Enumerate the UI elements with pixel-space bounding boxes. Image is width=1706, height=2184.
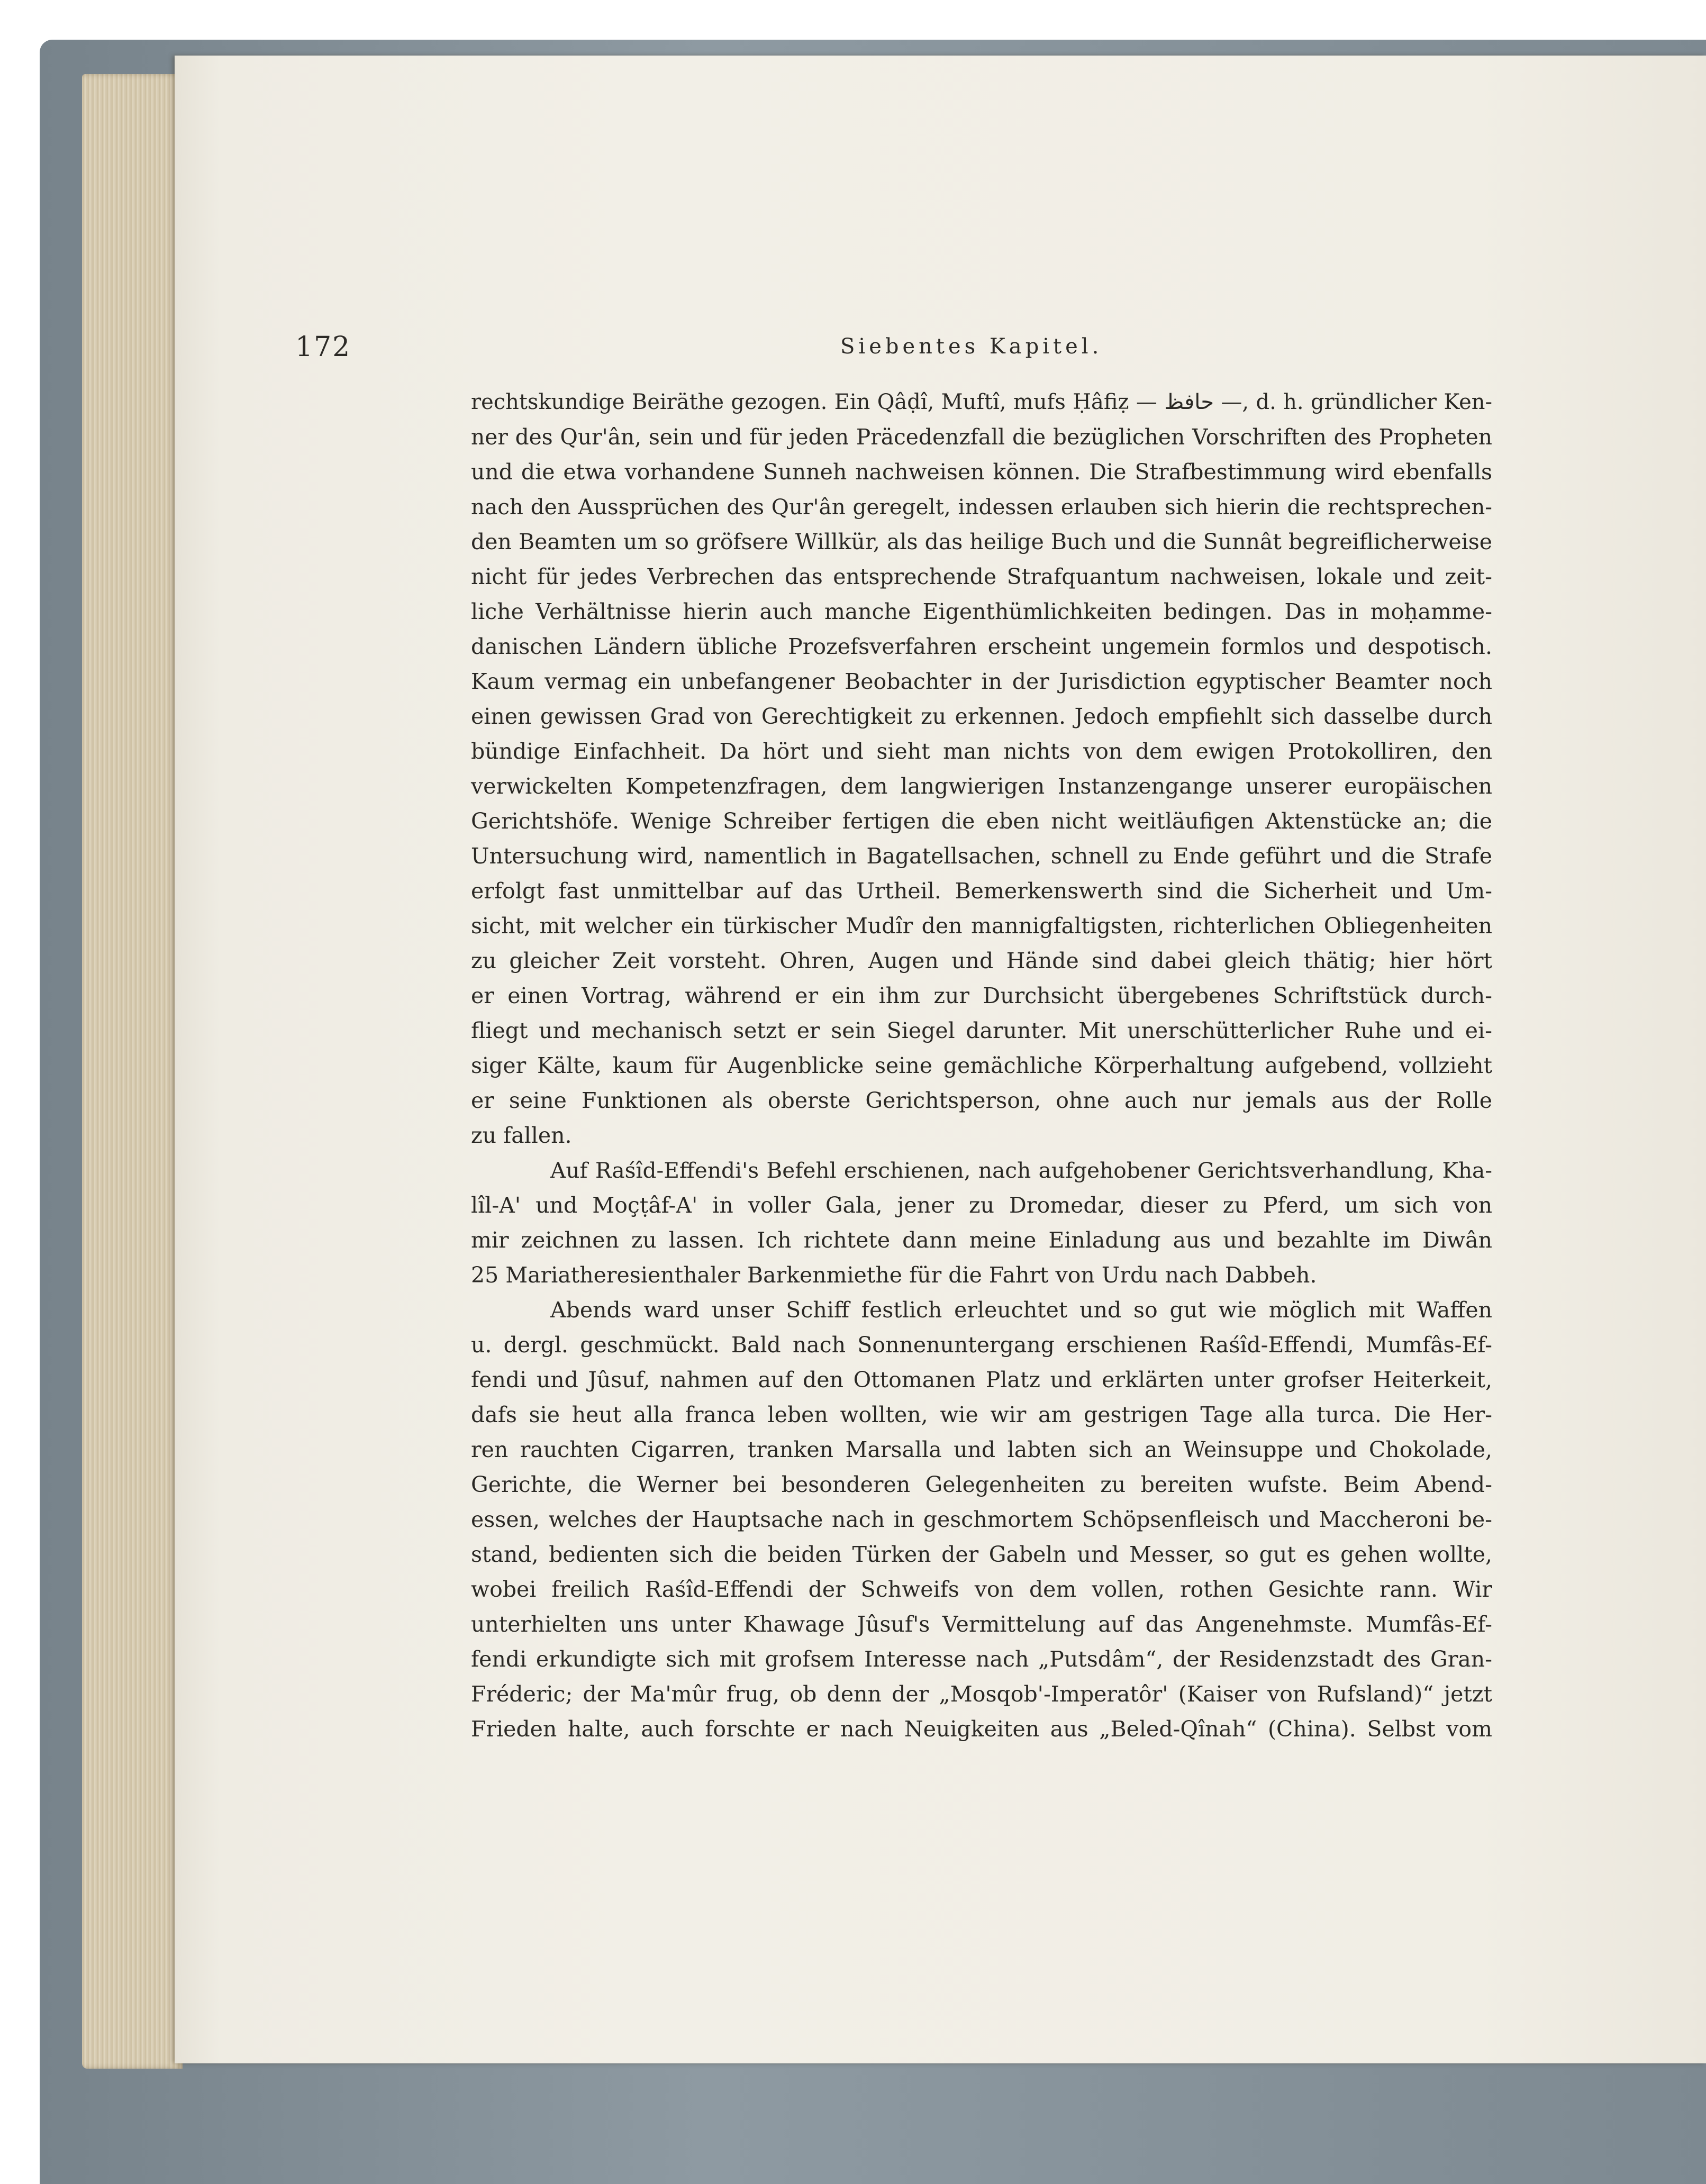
text-line: Gerichte, die Werner bei besonderen Gelegenheiten zu bereiten wufste. Beim Abend- [471,1472,1492,1497]
text-line: Abends ward unser Schiff festlich erleuchtet und so gut wie möglich mit Waffen [550,1297,1492,1323]
text-line: Kaum vermag ein unbefangener Beobachter in der Jurisdiction egyptischer Beamter noch [471,669,1492,694]
text-line: den Beamten um so gröfsere Willkür, als das heilige Buch und die Sunnât begreiflicherweise [471,529,1493,554]
text-line: verwickelten Kompetenzfragen, dem langwierigen Instanzengange unserer europäischen [471,774,1492,799]
text-line: er seine Funktionen als oberste Gerichtsperson, ohne auch nur jemals aus der Rolle [471,1088,1492,1113]
text-line: er einen Vortrag, während er ein ihm zur Durchsicht übergebenes Schriftstück durch- [471,983,1492,1008]
text-line: fendi erkundigte sich mit grofsem Interesse nach „Putsdâm“, der Residenzstadt des Gran- [471,1646,1492,1672]
text-line: Gerichtshöfe. Wenige Schreiber fertigen die eben nicht weitläufigen Aktenstücke an; die [471,808,1492,834]
text-line: wobei freilich Raśîd-Effendi der Schweifs von dem vollen, rothen Gesichte rann. Wir [471,1577,1492,1602]
text-line: ren rauchten Cigarren, tranken Marsalla und labten sich an Weinsuppe und Chokolade, [471,1437,1492,1462]
text-line: zu fallen. [471,1123,572,1148]
text-line: nach den Aussprüchen des Qur'ân geregelt, indessen erlauben sich hierin die rechtsprechen- [471,494,1492,520]
text-line: siger Kälte, kaum für Augenblicke seine gemächliche Körperhaltung aufgebend, vollzieht [471,1053,1492,1078]
text-line: u. dergl. geschmückt. Bald nach Sonnenuntergang erschienen Raśîd-Effendi, Mumfâs-Ef- [471,1332,1492,1358]
text-line: liche Verhältnisse hierin auch manche Eigenthümlichkeiten bedingen. Das in moḥamme- [471,599,1492,624]
text-line: lîl-A' und Moçṭâf-A' in voller Gala, jener zu Dromedar, dieser zu Pferd, um sich von [471,1193,1492,1218]
text-line: Auf Raśîd-Effendi's Befehl erschienen, nach aufgehobener Gerichtsverhandlung, Kha- [550,1158,1492,1183]
text-line: danischen Ländern übliche Prozefsverfahren erscheint ungemein formlos und despotisch. [471,634,1492,659]
text-line: erfolgt fast unmittelbar auf das Urtheil. Bemerkenswerth sind die Sicherheit und Um- [471,878,1492,904]
chapter-title: Siebentes Kapitel. [840,334,1103,359]
text-line: fliegt und mechanisch setzt er sein Siegel darunter. Mit unerschütterlicher Ruhe und ei- [471,1018,1492,1043]
text-line: stand, bedienten sich die beiden Türken der Gabeln und Messer, so gut es gehen wollte, [471,1542,1492,1567]
text-line: 25 Mariatheresienthaler Barkenmiethe für die Fahrt von Urdu nach Dabbeh. [471,1262,1317,1288]
text-line: nicht für jedes Verbrechen das entsprechende Strafquantum nachweisen, lokale und zeit- [471,564,1492,589]
page-number: 172 [295,331,351,363]
text-line: dafs sie heut alla franca leben wollten, wie wir am gestrigen Tage alla turca. Die Her- [471,1402,1492,1427]
text-line: Frieden halte, auch forschte er nach Neuigkeiten aus „Beled-Qînah“ (China). Selbst vom [471,1716,1492,1742]
body-text [471,385,1492,1746]
text-line: Fréderic; der Ma'mûr frug, ob denn der „Mosqob'-Imperatôr' (Kaiser von Rufsland)“ jetzt [471,1681,1492,1707]
text-line: essen, welches der Hauptsache nach in geschmortem Schöpsenfleisch und Maccheroni be- [471,1507,1492,1532]
text-line: ner des Qur'ân, sein und für jeden Präcedenzfall die bezüglichen Vorschriften des Propheten [471,424,1492,450]
text-line: fendi und Jûsuf, nahmen auf den Ottomanen Platz und erklärten unter grofser Heiterkeit, [471,1367,1492,1393]
text-line: sicht, mit welcher ein türkischer Mudîr den mannigfaltigsten, richterlichen Obliegenheiten [471,913,1492,939]
text-line: bündige Einfachheit. Da hört und sieht man nichts von dem ewigen Protokolliren, den [471,739,1492,764]
text-line: mir zeichnen zu lassen. Ich richtete dann meine Einladung aus und bezahlte im Diwân [471,1227,1492,1253]
running-head [295,327,1489,375]
text-line: rechtskundige Beiräthe gezogen. Ein Qâḍî, Muftî, mufs Ḥâfiẓ — حافظ —, d. h. gründlicher Ken- [471,390,1492,414]
text-line: einen gewissen Grad von Gerechtigkeit zu erkennen. Jedoch empfiehlt sich dasselbe durch [471,704,1492,729]
page-edges [82,74,183,2069]
text-line: unterhielten uns unter Khawage Jûsuf's Vermittelung auf das Angenehmste. Mumfâs-Ef- [471,1612,1492,1637]
text-line: Untersuchung wird, namentlich in Bagatellsachen, schnell zu Ende geführt und die Strafe [471,843,1492,869]
text-line: und die etwa vorhandene Sunneh nachweisen können. Die Strafbestimmung wird ebenfalls [471,459,1492,485]
text-line: zu gleicher Zeit vorsteht. Ohren, Augen und Hände sind dabei gleich thätig; hier hört [471,948,1492,973]
